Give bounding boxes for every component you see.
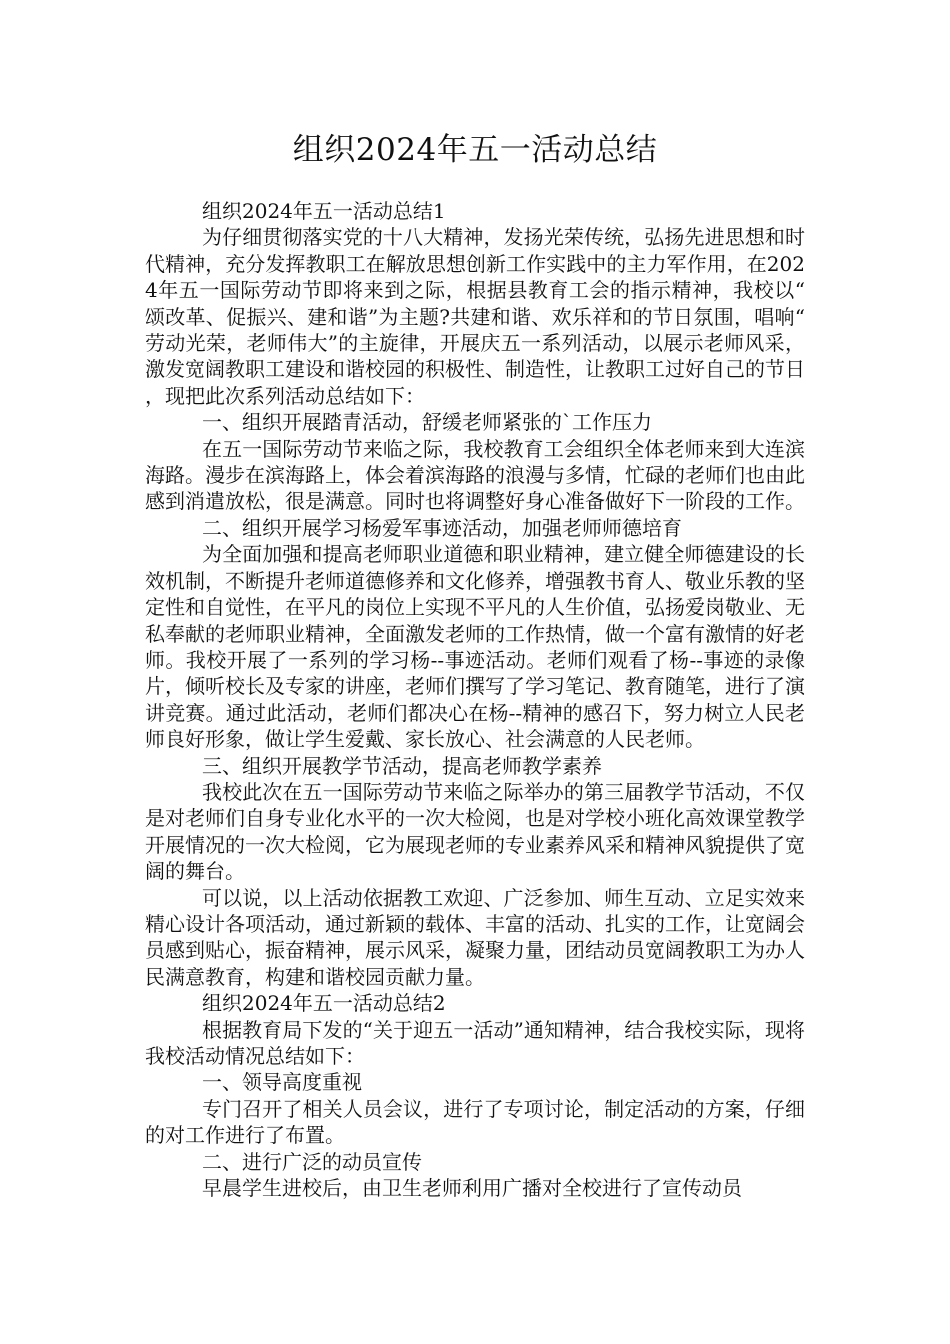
subheading-teaching: 三、组织开展教学节活动，提高老师教学素养 (202, 753, 602, 778)
section-heading-1: 组织2024年五一活动总结1 (202, 199, 446, 223)
subheading-leadership: 一、领导高度重视 (202, 1070, 362, 1095)
subheading-study: 二、组织开展学习杨爱军事迹活动，加强老师师德培育 (202, 515, 682, 540)
paragraph-intro-2: 根据教育局下发的“关于迎五一活动”通知精神，结合我校实际，现将我校活动情况总结如下： (145, 1017, 805, 1068)
document-title: 组织2024年五一活动总结 (292, 132, 658, 168)
paragraph-leadership: 专门召开了相关人员会议，进行了专项讨论，制定活动的方案，仔细的对工作进行了布置。 (145, 1096, 805, 1148)
paragraph-conclusion: 可以说，以上活动依据教工欢迎、广泛参加、师生互动、立足实效来精心设计各项活动，通过新颖的载体、丰富的活动、扎实的工作，让宽阔会员感到贴心，振奋精神，展示风采，凝聚力量，团结动员宽阔教职工为办人民满意教育，构建和谐校园贡献力量。 (145, 885, 805, 989)
paragraph-publicity: 早晨学生进校后，由卫生老师利用广播对全校进行了宣传动员 (202, 1176, 742, 1201)
paragraph-study: 为全面加强和提高老师职业道德和职业精神，建立健全师德建设的长效机制，不断提升老师道德修养和文化修养，增强教书育人、敬业乐教的坚定性和自觉性，在平凡的岗位上实现不平凡的人生价值，弘扬爱岗敬业、无私奉献的老师职业精神，全面激发老师的工作热情，做一个富有激情的好老师。我校开展了一系列的学习杨--事迹活动。老师们观看了杨--事迹的录像片，倾听校长及专家的讲座，老师们撰写了学习笔记、教育随笔，进行了演讲竞赛。通过此活动，老师们都决心在杨--精神的感召下，努力树立人民老师良好形象，做让学生爱戴、家长放心、社会满意的人民老师。 (145, 542, 805, 752)
paragraph-outing: 在五一国际劳动节来临之际，我校教育工会组织全体老师来到大连滨海路。漫步在滨海路上，体会着滨海路的浪漫与多情，忙碌的老师们也由此感到消遣放松，很是满意。同时也将调整好身心准备做好下一阶段的工作。 (145, 436, 805, 514)
paragraph-teaching: 我校此次在五一国际劳动节来临之际举办的第三届教学节活动，不仅是对老师们自身专业化水平的一次大检阅，也是对学校小班化高效课堂教学开展情况的一次大检阅，它为展现老师的专业素养风采和精神风貌提供了宽阔的舞台。 (145, 779, 805, 884)
subheading-outing: 一、组织开展踏青活动，舒缓老师紧张的`工作压力 (202, 410, 652, 435)
subheading-publicity: 二、进行广泛的动员宣传 (202, 1149, 422, 1174)
paragraph-intro: 为仔细贯彻落实党的十八大精神，发扬光荣传统，弘扬先进思想和时代精神，充分发挥教职工在解放思想创新工作实践中的主力军作用，在2024年五一国际劳动节即将来到之际，根据县教育工会的指示精神，我校以“颂改革、促振兴、建和谐”为主题?共建和谐、欢乐祥和的节日氛围，唱响“劳动光荣，老师伟大”的主旋律，开展庆五一系列活动，以展示老师风采，激发宽阔教职工建设和谐校园的积极性、制造性，让教职工过好自己的节日，现把此次系列活动总结如下： (145, 225, 805, 408)
document-body (145, 198, 805, 1201)
section-heading-2: 组织2024年五一活动总结2 (202, 991, 446, 1016)
